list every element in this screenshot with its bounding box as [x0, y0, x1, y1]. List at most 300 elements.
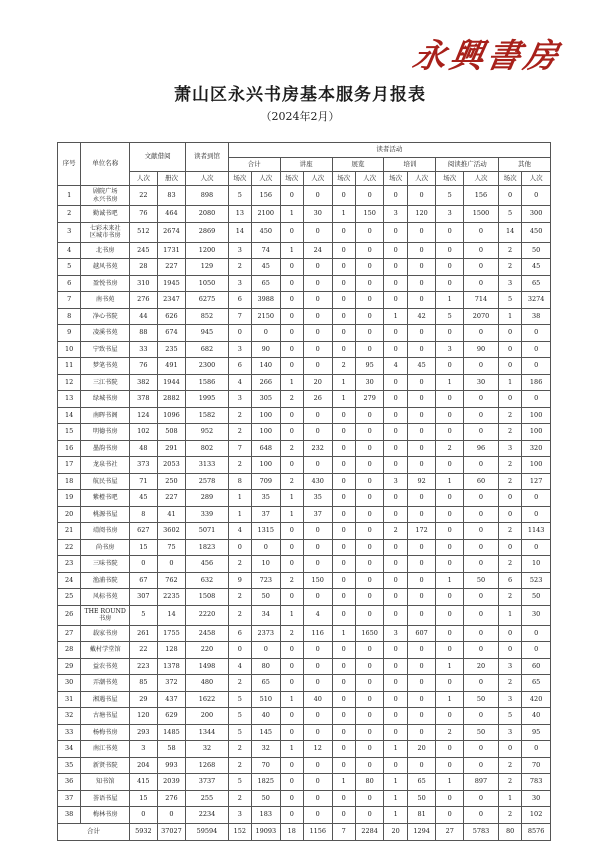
table-cell: 0 — [384, 556, 407, 573]
table-cell: 5 — [498, 708, 521, 725]
table-cell: 30 — [303, 206, 332, 223]
table-cell: 1755 — [157, 625, 186, 642]
header-group-exhibition: 展览 — [332, 158, 384, 172]
table-cell: 0 — [355, 807, 384, 824]
table-cell: 0 — [280, 457, 303, 474]
row-unit-name: 弄潮书苑 — [81, 675, 130, 692]
table-cell: 2 — [436, 724, 464, 741]
table-cell: 0 — [522, 325, 551, 342]
table-cell: 4 — [228, 374, 251, 391]
row-unit-name: 知书馆 — [81, 774, 130, 791]
total-cell: 59594 — [186, 823, 228, 840]
table-cell: 0 — [280, 539, 303, 556]
table-row — [58, 605, 551, 625]
table-cell: 1 — [332, 774, 355, 791]
table-cell: 30 — [522, 790, 551, 807]
table-cell: 632 — [186, 572, 228, 589]
table-cell: 0 — [303, 708, 332, 725]
table-cell: 0 — [355, 539, 384, 556]
table-cell: 0 — [303, 308, 332, 325]
table-cell: 0 — [303, 757, 332, 774]
table-cell: 5 — [228, 186, 251, 206]
table-cell: 0 — [407, 589, 436, 606]
table-cell: 0 — [251, 325, 280, 342]
table-cell: 3 — [498, 440, 521, 457]
table-cell: 0 — [498, 325, 521, 342]
table-cell: 80 — [355, 774, 384, 791]
table-cell: 3274 — [522, 292, 551, 309]
table-cell: 1315 — [251, 523, 280, 540]
table-cell: 2 — [280, 473, 303, 490]
table-cell: 293 — [130, 724, 158, 741]
table-cell: 2220 — [186, 605, 228, 625]
table-cell: 0 — [436, 675, 464, 692]
table-cell: 6 — [228, 625, 251, 642]
table-cell: 0 — [384, 539, 407, 556]
table-cell: 437 — [157, 691, 186, 708]
table-cell: 266 — [251, 374, 280, 391]
row-seq: 26 — [58, 605, 81, 625]
table-cell: 67 — [130, 572, 158, 589]
table-cell: 1825 — [251, 774, 280, 791]
row-seq: 1 — [58, 186, 81, 206]
table-cell: 0 — [407, 642, 436, 659]
subheader-session: 场次 — [436, 172, 464, 186]
table-cell: 0 — [498, 539, 521, 556]
subheader-session: 场次 — [384, 172, 407, 186]
total-cell: 2284 — [355, 823, 384, 840]
table-cell: 1 — [280, 605, 303, 625]
row-seq: 33 — [58, 724, 81, 741]
table-cell: 5 — [436, 308, 464, 325]
row-unit-name: 南江书苑 — [81, 741, 130, 758]
table-cell: 0 — [384, 391, 407, 408]
subheader-session: 场次 — [498, 172, 521, 186]
table-cell: 0 — [355, 440, 384, 457]
table-cell: 0 — [280, 222, 303, 242]
row-seq: 29 — [58, 658, 81, 675]
table-cell: 88 — [130, 325, 158, 342]
row-seq: 36 — [58, 774, 81, 791]
table-cell: 0 — [332, 658, 355, 675]
table-cell: 0 — [280, 774, 303, 791]
table-cell: 1 — [436, 691, 464, 708]
table-cell: 372 — [157, 675, 186, 692]
row-seq: 12 — [58, 374, 81, 391]
table-cell: 1 — [280, 242, 303, 259]
table-cell: 1 — [228, 506, 251, 523]
table-cell: 415 — [130, 774, 158, 791]
table-cell: 95 — [355, 358, 384, 375]
table-cell: 10 — [251, 556, 280, 573]
table-cell: 2 — [280, 572, 303, 589]
table-cell: 0 — [332, 490, 355, 507]
table-cell: 28 — [130, 259, 158, 276]
table-cell: 0 — [522, 539, 551, 556]
table-cell: 276 — [130, 292, 158, 309]
table-cell: 32 — [186, 741, 228, 758]
table-cell: 5 — [228, 724, 251, 741]
table-cell: 0 — [332, 605, 355, 625]
table-cell: 0 — [407, 757, 436, 774]
table-row — [58, 691, 551, 708]
row-unit-name: 明德书房 — [81, 424, 130, 441]
table-row — [58, 658, 551, 675]
table-cell: 0 — [228, 642, 251, 659]
table-cell: 245 — [130, 242, 158, 259]
table-cell: 0 — [332, 790, 355, 807]
table-cell: 2458 — [186, 625, 228, 642]
table-cell: 0 — [280, 523, 303, 540]
table-cell: 120 — [407, 206, 436, 223]
table-cell: 127 — [522, 473, 551, 490]
table-cell: 0 — [436, 539, 464, 556]
table-cell: 1582 — [186, 407, 228, 424]
table-cell: 2 — [228, 589, 251, 606]
table-cell: 1096 — [157, 407, 186, 424]
table-cell: 2235 — [157, 589, 186, 606]
table-cell: 674 — [157, 325, 186, 342]
table-cell: 0 — [332, 556, 355, 573]
row-seq: 9 — [58, 325, 81, 342]
total-cell: 18 — [280, 823, 303, 840]
table-cell: 0 — [303, 457, 332, 474]
table-cell: 0 — [355, 691, 384, 708]
table-cell: 0 — [228, 325, 251, 342]
row-seq: 3 — [58, 222, 81, 242]
table-cell: 45 — [522, 259, 551, 276]
table-cell: 3 — [384, 206, 407, 223]
row-unit-name: 航民书屋 — [81, 473, 130, 490]
table-cell: 629 — [157, 708, 186, 725]
row-seq: 24 — [58, 572, 81, 589]
table-cell: 0 — [463, 506, 498, 523]
header-seq: 序号 — [58, 143, 81, 186]
table-cell: 38 — [522, 308, 551, 325]
table-row — [58, 391, 551, 408]
table-cell: 3 — [498, 275, 521, 292]
table-cell: 0 — [522, 642, 551, 659]
table-cell: 0 — [280, 292, 303, 309]
table-cell: 0 — [355, 675, 384, 692]
table-cell: 3 — [228, 341, 251, 358]
table-cell: 204 — [130, 757, 158, 774]
table-cell: 2 — [228, 675, 251, 692]
table-cell: 0 — [332, 308, 355, 325]
table-cell: 75 — [157, 539, 186, 556]
table-cell: 723 — [251, 572, 280, 589]
table-cell: 1200 — [186, 242, 228, 259]
table-cell: 0 — [332, 341, 355, 358]
table-cell: 3 — [436, 341, 464, 358]
table-cell: 58 — [157, 741, 186, 758]
table-cell: 37 — [303, 506, 332, 523]
table-cell: 2 — [384, 523, 407, 540]
total-cell: 1156 — [303, 823, 332, 840]
table-cell: 320 — [522, 440, 551, 457]
table-cell: 40 — [251, 708, 280, 725]
table-cell: 90 — [251, 341, 280, 358]
table-cell: 45 — [251, 259, 280, 276]
table-cell: 0 — [498, 625, 521, 642]
table-cell: 0 — [436, 523, 464, 540]
subheader-person: 人次 — [463, 172, 498, 186]
subheader-person: 人次 — [407, 172, 436, 186]
table-cell: 0 — [355, 605, 384, 625]
table-cell: 480 — [186, 675, 228, 692]
table-cell: 1622 — [186, 691, 228, 708]
table-cell: 0 — [498, 506, 521, 523]
table-cell: 0 — [384, 708, 407, 725]
table-cell: 0 — [355, 658, 384, 675]
table-cell: 2674 — [157, 222, 186, 242]
table-cell: 76 — [130, 358, 158, 375]
row-unit-name: 梦笔书苑 — [81, 358, 130, 375]
table-cell: 172 — [407, 523, 436, 540]
table-cell: 0 — [303, 424, 332, 441]
table-cell: 0 — [332, 259, 355, 276]
table-cell: 44 — [130, 308, 158, 325]
table-cell: 0 — [384, 341, 407, 358]
table-cell: 0 — [355, 572, 384, 589]
table-cell: 102 — [130, 424, 158, 441]
table-cell: 450 — [251, 222, 280, 242]
table-cell: 0 — [463, 275, 498, 292]
table-cell: 3 — [228, 242, 251, 259]
report-table — [57, 142, 551, 841]
table-row — [58, 206, 551, 223]
table-cell: 5071 — [186, 523, 228, 540]
table-cell: 1 — [280, 741, 303, 758]
table-cell: 762 — [157, 572, 186, 589]
table-cell: 2 — [498, 774, 521, 791]
table-cell: 5 — [130, 605, 158, 625]
table-cell: 183 — [251, 807, 280, 824]
table-cell: 0 — [436, 275, 464, 292]
table-cell: 3 — [130, 741, 158, 758]
table-cell: 0 — [384, 506, 407, 523]
table-cell: 40 — [522, 708, 551, 725]
row-seq: 13 — [58, 391, 81, 408]
table-cell: 3 — [498, 658, 521, 675]
table-cell: 60 — [522, 658, 551, 675]
table-cell: 0 — [355, 186, 384, 206]
subheader-person: 人次 — [186, 172, 228, 186]
table-cell: 0 — [303, 658, 332, 675]
table-cell: 0 — [332, 440, 355, 457]
table-cell: 0 — [355, 292, 384, 309]
total-cell: 27 — [436, 823, 464, 840]
table-cell: 0 — [157, 807, 186, 824]
table-cell: 0 — [355, 523, 384, 540]
row-unit-name: 益农书苑 — [81, 658, 130, 675]
table-cell: 2 — [498, 807, 521, 824]
table-cell: 50 — [463, 724, 498, 741]
table-cell: 0 — [280, 757, 303, 774]
table-cell: 0 — [280, 642, 303, 659]
table-cell: 2 — [498, 407, 521, 424]
table-cell: 2300 — [186, 358, 228, 375]
table-cell: 250 — [157, 473, 186, 490]
table-cell: 0 — [407, 325, 436, 342]
row-seq: 34 — [58, 741, 81, 758]
row-seq: 7 — [58, 292, 81, 309]
table-cell: 92 — [407, 473, 436, 490]
table-cell: 0 — [332, 757, 355, 774]
table-cell: 2 — [498, 589, 521, 606]
table-cell: 0 — [303, 774, 332, 791]
table-row — [58, 275, 551, 292]
table-cell: 0 — [407, 691, 436, 708]
table-cell: 0 — [407, 539, 436, 556]
table-cell: 2 — [228, 556, 251, 573]
table-cell: 0 — [280, 589, 303, 606]
table-cell: 95 — [522, 724, 551, 741]
table-cell: 0 — [303, 807, 332, 824]
table-cell: 300 — [522, 206, 551, 223]
table-cell: 1268 — [186, 757, 228, 774]
table-cell: 37 — [251, 506, 280, 523]
table-cell: 223 — [130, 658, 158, 675]
table-cell: 1823 — [186, 539, 228, 556]
table-row — [58, 242, 551, 259]
table-cell: 1498 — [186, 658, 228, 675]
table-cell: 1 — [498, 374, 521, 391]
table-cell: 510 — [251, 691, 280, 708]
table-cell: 2 — [498, 473, 521, 490]
table-cell: 0 — [280, 275, 303, 292]
table-cell: 60 — [463, 473, 498, 490]
table-cell: 0 — [332, 222, 355, 242]
table-cell: 3 — [498, 724, 521, 741]
table-cell: 120 — [130, 708, 158, 725]
table-cell: 3 — [436, 206, 464, 223]
total-row — [58, 823, 551, 840]
table-cell: 1508 — [186, 589, 228, 606]
table-cell: 2347 — [157, 292, 186, 309]
table-cell: 0 — [355, 741, 384, 758]
table-cell: 0 — [303, 407, 332, 424]
header-unit: 单位名称 — [81, 143, 130, 186]
table-cell: 0 — [280, 708, 303, 725]
table-cell: 0 — [436, 242, 464, 259]
table-cell: 0 — [384, 691, 407, 708]
table-row — [58, 539, 551, 556]
total-label: 合计 — [58, 823, 130, 840]
table-cell: 85 — [130, 675, 158, 692]
table-cell: 0 — [355, 757, 384, 774]
table-cell: 0 — [436, 457, 464, 474]
table-cell: 156 — [463, 186, 498, 206]
table-cell: 0 — [463, 539, 498, 556]
table-cell: 0 — [355, 490, 384, 507]
table-cell: 0 — [280, 556, 303, 573]
row-unit-name: 荟语书屋 — [81, 790, 130, 807]
table-cell: 0 — [498, 490, 521, 507]
header-group-promotion: 阅读推广活动 — [436, 158, 499, 172]
row-unit-name: 三江书院 — [81, 374, 130, 391]
table-cell: 279 — [355, 391, 384, 408]
table-row — [58, 741, 551, 758]
table-cell: 0 — [280, 325, 303, 342]
row-seq: 21 — [58, 523, 81, 540]
table-cell: 76 — [130, 206, 158, 223]
table-cell: 1344 — [186, 724, 228, 741]
total-cell: 20 — [384, 823, 407, 840]
table-cell: 0 — [522, 341, 551, 358]
table-cell: 0 — [463, 790, 498, 807]
table-cell: 307 — [130, 589, 158, 606]
table-cell: 3 — [384, 625, 407, 642]
row-unit-name: 盈悦书房 — [81, 275, 130, 292]
table-cell: 897 — [463, 774, 498, 791]
table-cell: 140 — [251, 358, 280, 375]
table-cell: 96 — [463, 440, 498, 457]
table-cell: 0 — [355, 790, 384, 807]
table-cell: 0 — [332, 424, 355, 441]
table-cell: 6 — [228, 358, 251, 375]
table-cell: 0 — [436, 741, 464, 758]
table-cell: 0 — [384, 407, 407, 424]
table-cell: 0 — [355, 308, 384, 325]
table-cell: 0 — [303, 186, 332, 206]
table-cell: 3602 — [157, 523, 186, 540]
table-cell: 0 — [407, 424, 436, 441]
table-cell: 0 — [384, 259, 407, 276]
table-cell: 70 — [522, 757, 551, 774]
table-cell: 0 — [407, 374, 436, 391]
total-cell: 152 — [228, 823, 251, 840]
table-cell: 0 — [303, 790, 332, 807]
table-cell: 80 — [251, 658, 280, 675]
table-cell: 0 — [407, 708, 436, 725]
table-cell: 6275 — [186, 292, 228, 309]
table-cell: 0 — [463, 325, 498, 342]
table-cell: 0 — [463, 523, 498, 540]
table-cell: 227 — [157, 259, 186, 276]
row-unit-name: 风标书苑 — [81, 589, 130, 606]
table-cell: 90 — [463, 341, 498, 358]
table-cell: 0 — [522, 490, 551, 507]
table-cell: 289 — [186, 490, 228, 507]
table-cell: 261 — [130, 625, 158, 642]
table-cell: 0 — [436, 556, 464, 573]
table-cell: 0 — [332, 675, 355, 692]
table-cell: 200 — [186, 708, 228, 725]
table-cell: 2 — [280, 440, 303, 457]
table-cell: 4 — [228, 523, 251, 540]
table-cell: 464 — [157, 206, 186, 223]
table-cell: 607 — [407, 625, 436, 642]
table-cell: 627 — [130, 523, 158, 540]
table-cell: 0 — [332, 642, 355, 659]
header-activities: 读者活动 — [228, 143, 550, 158]
table-cell: 50 — [407, 790, 436, 807]
row-unit-name: 凌溪书苑 — [81, 325, 130, 342]
table-cell: 382 — [130, 374, 158, 391]
table-cell: 0 — [157, 556, 186, 573]
table-cell: 0 — [384, 658, 407, 675]
table-cell: 2 — [228, 424, 251, 441]
table-cell: 1 — [280, 691, 303, 708]
row-unit-name: 净心书院 — [81, 308, 130, 325]
table-cell: 70 — [251, 757, 280, 774]
table-cell: 0 — [384, 642, 407, 659]
table-cell: 8 — [130, 506, 158, 523]
table-cell: 0 — [384, 724, 407, 741]
table-cell: 1945 — [157, 275, 186, 292]
row-seq: 22 — [58, 539, 81, 556]
